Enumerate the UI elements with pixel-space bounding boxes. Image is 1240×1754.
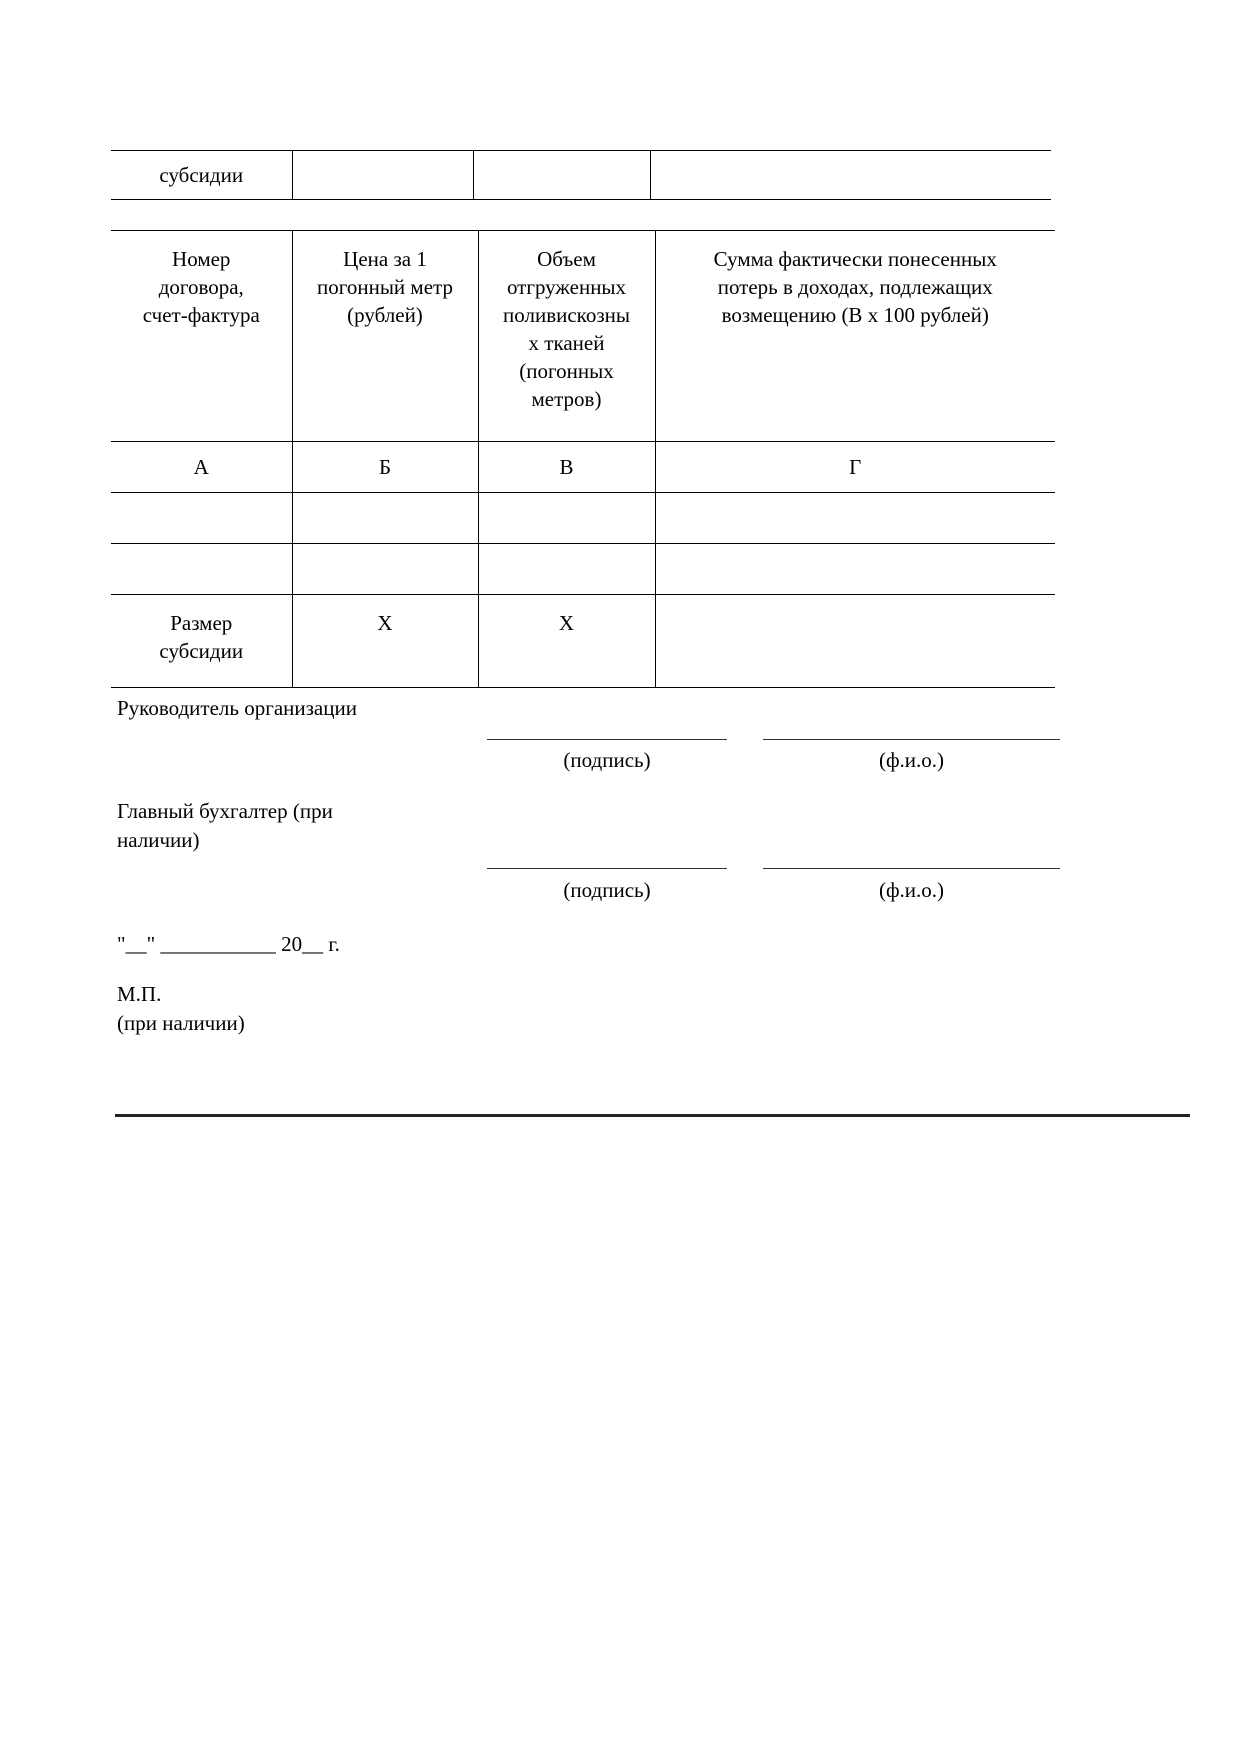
header-loss-amount: Сумма фактически понесенных потерь в доходах, подлежащих возмещению (В х 100 рублей) [655, 231, 1055, 442]
head-signature-caption: (подпись) [563, 748, 651, 772]
table-cell [292, 493, 478, 544]
subsidy-total-row [111, 595, 1055, 688]
table-cell [650, 151, 1051, 200]
table-row [111, 151, 1051, 200]
header-shipped-volume: Объем отгруженных поливискозны х тканей (погонных метров) [478, 231, 655, 442]
head-name-caption: (ф.и.о.) [878, 748, 945, 772]
head-of-organization-label: Руководитель организации [117, 696, 357, 720]
column-letters-row [111, 442, 1055, 493]
accountant-signature-caption: (подпись) [563, 878, 651, 902]
stamp-label: М.П. (при наличии) [117, 982, 245, 1035]
table-cell [292, 151, 473, 200]
table-cell-subsidy-label: субсидии [111, 151, 292, 200]
head-name-line[interactable] [763, 739, 1060, 740]
table-row [111, 544, 1055, 595]
chief-accountant-label: Главный бухгалтер (при наличии) [117, 799, 333, 852]
table-cell [478, 544, 655, 595]
table-row [111, 493, 1055, 544]
subsidy-total-label: Размер субсидии [111, 595, 292, 688]
accountant-name-line[interactable] [763, 868, 1060, 869]
table-cell-x: X [292, 595, 478, 688]
footnote-divider [115, 1114, 1190, 1117]
column-letter-b: Б [292, 442, 478, 493]
head-signature-line[interactable] [487, 739, 727, 740]
column-letter-v: В [478, 442, 655, 493]
accountant-signature-line[interactable] [487, 868, 727, 869]
table-cell [655, 544, 1055, 595]
table-cell-x: X [478, 595, 655, 688]
subsidy-calculation-table [111, 230, 1055, 688]
table-cell [473, 151, 650, 200]
table-cell [478, 493, 655, 544]
date-line[interactable]: "__" ___________ 20__ г. [117, 932, 340, 956]
table-cell [655, 493, 1055, 544]
subsidy-total-value [655, 595, 1055, 688]
header-price-per-meter: Цена за 1 погонный метр (рублей) [292, 231, 478, 442]
table-header-row [111, 231, 1055, 442]
column-letter-a: А [111, 442, 292, 493]
table-cell [111, 493, 292, 544]
top-table-continuation [111, 150, 1051, 200]
table-cell [292, 544, 478, 595]
header-contract-number: Номер договора, счет-фактура [111, 231, 292, 442]
table-cell [111, 544, 292, 595]
accountant-name-caption: (ф.и.о.) [878, 878, 945, 902]
column-letter-g: Г [655, 442, 1055, 493]
